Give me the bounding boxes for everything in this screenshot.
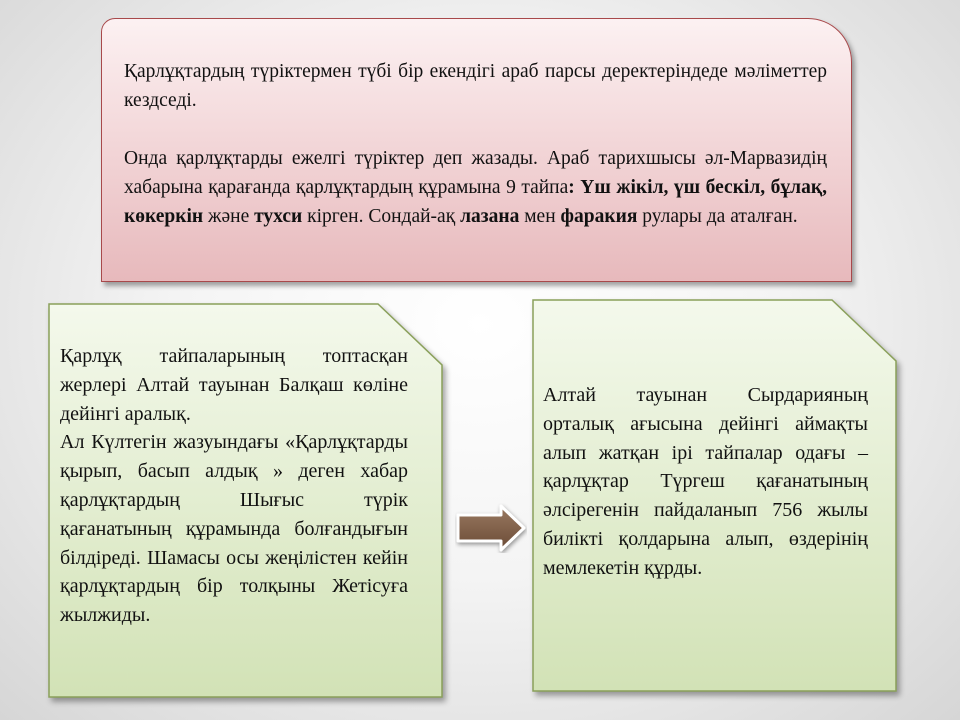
top-paragraph-1: Қарлұқтардың түріктермен түбі бір екендігі араб парсы деректеріндеде мәліметтер кездседі. [124, 61, 827, 111]
text-segment: мен [519, 206, 561, 227]
top-text-box [101, 18, 852, 282]
left-paragraph-2: Ал Күлтегін жазуындағы «Қарлұқтарды қырып, басып алдық » деген хабар қарлұқтардың Шығыс түрік қағанатының құрамында болғандығын білдіреді. Шамасы осы жеңілістен кейін қарлұқтардың бір толқыны Жетісуға жылжиды. [60, 431, 408, 627]
right-text-box [532, 299, 898, 692]
left-text [60, 342, 408, 630]
text-segment: Онда қарлұқтарды ежелгі түріктер деп жазады. Араб тарихшысы әл-Марвазидің хабарына қарағанда қарлұқтардың құрамына 9 тайпа [124, 148, 827, 198]
right-arrow-icon [455, 503, 527, 553]
text-segment: кірген. Сондай-ақ [302, 206, 461, 227]
bold-farakiya: фаракия [560, 206, 638, 227]
bold-tribes: : Үш жікіл, үш бескіл, бұлақ, көкеркін [124, 177, 827, 227]
left-paragraph-1: Қарлұқ тайпаларының топтасқан жерлері Алтай тауынан Балқаш көліне дейінгі аралық. [60, 345, 408, 425]
bold-lazana: лазана [460, 206, 520, 227]
bold-tukhsi: тухси [254, 206, 303, 227]
top-paragraph-2 [124, 144, 827, 231]
right-text [543, 381, 868, 583]
text-segment: және [203, 206, 255, 227]
left-text-box [48, 303, 444, 698]
text-segment: рулары да аталған. [637, 206, 798, 227]
right-paragraph-1: Алтай тауынан Сырдарияның орталық ағысына дейінгі аймақты алып жатқан ірі тайпалар одағы – қарлұқтар Түргеш қағанатының әлсірегенін пайдаланып 756 жылы билікті қолдарына алып, өздерінің мемлекетін құрды. [543, 384, 868, 579]
